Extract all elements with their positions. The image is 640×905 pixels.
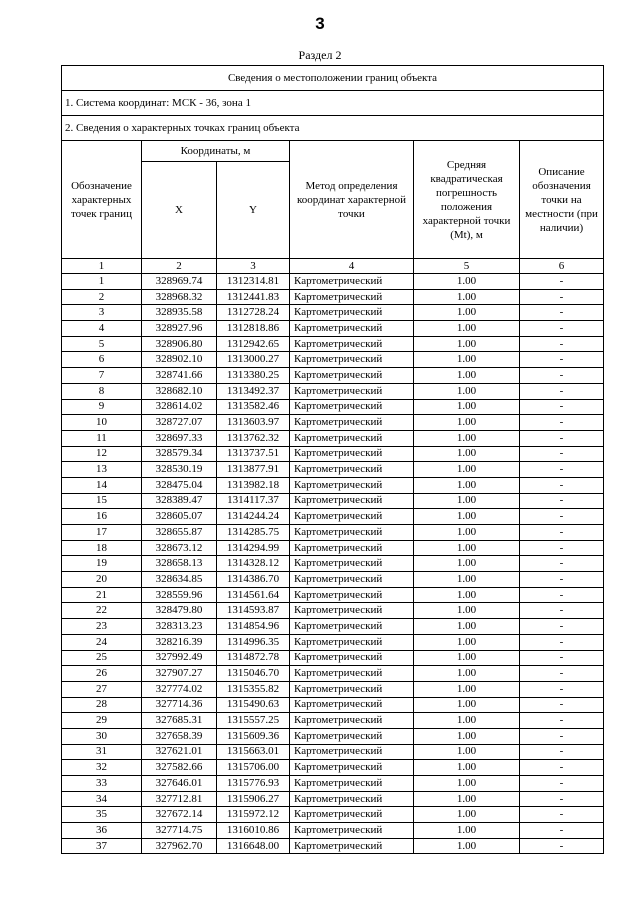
method-cell: Картометрический xyxy=(290,540,414,556)
table-row xyxy=(62,572,604,588)
coordinate-system: 1. Система координат: МСК - 36, зона 1 xyxy=(62,91,604,116)
method-cell: Картометрический xyxy=(290,744,414,760)
table-row xyxy=(62,838,604,854)
accuracy-cell: 1.00 xyxy=(414,776,520,792)
y-coordinate-cell: 1312942.65 xyxy=(217,336,290,352)
column-number: 1 xyxy=(62,259,142,274)
boundaries-table xyxy=(61,65,604,854)
description-cell: - xyxy=(520,776,604,792)
table-row xyxy=(62,603,604,619)
x-coordinate-cell: 328530.19 xyxy=(142,462,217,478)
column-number: 4 xyxy=(290,259,414,274)
point-number-cell: 36 xyxy=(62,823,142,839)
table-row xyxy=(62,305,604,321)
point-number-cell: 26 xyxy=(62,666,142,682)
table-row xyxy=(62,713,604,729)
method-cell: Картометрический xyxy=(290,477,414,493)
point-number-cell: 8 xyxy=(62,383,142,399)
point-number-cell: 6 xyxy=(62,352,142,368)
y-coordinate-cell: 1314244.24 xyxy=(217,509,290,525)
description-cell: - xyxy=(520,525,604,541)
accuracy-cell: 1.00 xyxy=(414,744,520,760)
x-coordinate-cell: 328479.80 xyxy=(142,603,217,619)
method-cell: Картометрический xyxy=(290,525,414,541)
method-cell: Картометрический xyxy=(290,556,414,572)
x-coordinate-cell: 328216.39 xyxy=(142,634,217,650)
point-number-cell: 16 xyxy=(62,509,142,525)
y-coordinate-cell: 1315776.93 xyxy=(217,776,290,792)
section-label: Раздел 2 xyxy=(298,48,342,62)
method-cell: Картометрический xyxy=(290,446,414,462)
point-number-cell: 31 xyxy=(62,744,142,760)
point-number-cell: 17 xyxy=(62,525,142,541)
y-coordinate-cell: 1314854.96 xyxy=(217,619,290,635)
x-coordinate-cell: 327714.36 xyxy=(142,697,217,713)
x-coordinate-cell: 328475.04 xyxy=(142,477,217,493)
x-coordinate-cell: 328605.07 xyxy=(142,509,217,525)
point-number-cell: 22 xyxy=(62,603,142,619)
table-row xyxy=(62,744,604,760)
accuracy-cell: 1.00 xyxy=(414,415,520,431)
point-number-cell: 2 xyxy=(62,289,142,305)
method-cell: Картометрический xyxy=(290,430,414,446)
y-coordinate-cell: 1312314.81 xyxy=(217,274,290,290)
table-row xyxy=(62,446,604,462)
description-cell: - xyxy=(520,305,604,321)
y-coordinate-cell: 1315609.36 xyxy=(217,728,290,744)
table-row xyxy=(62,587,604,603)
point-number-cell: 30 xyxy=(62,728,142,744)
y-coordinate-cell: 1315906.27 xyxy=(217,791,290,807)
description-cell: - xyxy=(520,399,604,415)
description-cell: - xyxy=(520,446,604,462)
accuracy-cell: 1.00 xyxy=(414,838,520,854)
description-cell: - xyxy=(520,823,604,839)
table-row xyxy=(62,430,604,446)
table-row xyxy=(62,415,604,431)
accuracy-cell: 1.00 xyxy=(414,493,520,509)
y-coordinate-cell: 1314593.87 xyxy=(217,603,290,619)
method-cell: Картометрический xyxy=(290,572,414,588)
description-cell: - xyxy=(520,666,604,682)
method-cell: Картометрический xyxy=(290,603,414,619)
description-cell: - xyxy=(520,336,604,352)
point-number-cell: 34 xyxy=(62,791,142,807)
x-coordinate-cell: 328927.96 xyxy=(142,321,217,337)
point-number-cell: 9 xyxy=(62,399,142,415)
description-cell: - xyxy=(520,556,604,572)
point-number-cell: 20 xyxy=(62,572,142,588)
y-coordinate-cell: 1314872.78 xyxy=(217,650,290,666)
accuracy-cell: 1.00 xyxy=(414,666,520,682)
x-coordinate-cell: 328655.87 xyxy=(142,525,217,541)
x-coordinate-cell: 328614.02 xyxy=(142,399,217,415)
table-row xyxy=(62,760,604,776)
x-coordinate-cell: 328697.33 xyxy=(142,430,217,446)
description-cell: - xyxy=(520,274,604,290)
table-row xyxy=(62,509,604,525)
description-cell: - xyxy=(520,728,604,744)
y-coordinate-cell: 1315972.12 xyxy=(217,807,290,823)
accuracy-cell: 1.00 xyxy=(414,289,520,305)
x-coordinate-cell: 327992.49 xyxy=(142,650,217,666)
table-row xyxy=(62,681,604,697)
method-cell: Картометрический xyxy=(290,274,414,290)
table-row xyxy=(62,728,604,744)
header-method: Метод определения координат характерной точки xyxy=(290,141,414,259)
method-cell: Картометрический xyxy=(290,415,414,431)
accuracy-cell: 1.00 xyxy=(414,462,520,478)
table-row xyxy=(62,666,604,682)
accuracy-cell: 1.00 xyxy=(414,274,520,290)
x-coordinate-cell: 327962.70 xyxy=(142,838,217,854)
point-number-cell: 29 xyxy=(62,713,142,729)
y-coordinate-cell: 1315663.01 xyxy=(217,744,290,760)
table-row xyxy=(62,776,604,792)
header-x: X xyxy=(142,162,217,259)
x-coordinate-cell: 327714.75 xyxy=(142,823,217,839)
x-coordinate-cell: 328658.13 xyxy=(142,556,217,572)
point-number-cell: 12 xyxy=(62,446,142,462)
point-number-cell: 15 xyxy=(62,493,142,509)
x-coordinate-cell: 327672.14 xyxy=(142,807,217,823)
table-row xyxy=(62,619,604,635)
x-coordinate-cell: 328313.23 xyxy=(142,619,217,635)
point-number-cell: 14 xyxy=(62,477,142,493)
accuracy-cell: 1.00 xyxy=(414,368,520,384)
x-coordinate-cell: 328741.66 xyxy=(142,368,217,384)
accuracy-cell: 1.00 xyxy=(414,525,520,541)
description-cell: - xyxy=(520,681,604,697)
x-coordinate-cell: 328579.34 xyxy=(142,446,217,462)
x-coordinate-cell: 328727.07 xyxy=(142,415,217,431)
table-row xyxy=(62,368,604,384)
point-number-cell: 13 xyxy=(62,462,142,478)
x-coordinate-cell: 328906.80 xyxy=(142,336,217,352)
point-number-cell: 33 xyxy=(62,776,142,792)
table-row xyxy=(62,274,604,290)
x-coordinate-cell: 327685.31 xyxy=(142,713,217,729)
x-coordinate-cell: 328935.58 xyxy=(142,305,217,321)
table-row xyxy=(62,462,604,478)
y-coordinate-cell: 1315557.25 xyxy=(217,713,290,729)
accuracy-cell: 1.00 xyxy=(414,603,520,619)
method-cell: Картометрический xyxy=(290,587,414,603)
y-coordinate-cell: 1314328.12 xyxy=(217,556,290,572)
method-cell: Картометрический xyxy=(290,352,414,368)
x-coordinate-cell: 327907.27 xyxy=(142,666,217,682)
accuracy-cell: 1.00 xyxy=(414,446,520,462)
point-number-cell: 25 xyxy=(62,650,142,666)
accuracy-cell: 1.00 xyxy=(414,509,520,525)
accuracy-cell: 1.00 xyxy=(414,321,520,337)
y-coordinate-cell: 1314285.75 xyxy=(217,525,290,541)
x-coordinate-cell: 328673.12 xyxy=(142,540,217,556)
accuracy-cell: 1.00 xyxy=(414,399,520,415)
point-number-cell: 21 xyxy=(62,587,142,603)
point-number-cell: 27 xyxy=(62,681,142,697)
table-row xyxy=(62,540,604,556)
accuracy-cell: 1.00 xyxy=(414,823,520,839)
y-coordinate-cell: 1313603.97 xyxy=(217,415,290,431)
column-numbers-row xyxy=(62,259,604,274)
accuracy-cell: 1.00 xyxy=(414,587,520,603)
y-coordinate-cell: 1315706.00 xyxy=(217,760,290,776)
description-cell: - xyxy=(520,540,604,556)
table-row xyxy=(62,399,604,415)
table-row xyxy=(62,477,604,493)
method-cell: Картометрический xyxy=(290,321,414,337)
accuracy-cell: 1.00 xyxy=(414,430,520,446)
header-description: Описание обозначения точки на местности (при наличии) xyxy=(520,141,604,259)
method-cell: Картометрический xyxy=(290,368,414,384)
method-cell: Картометрический xyxy=(290,383,414,399)
points-title: 2. Сведения о характерных точках границ объекта xyxy=(62,116,604,141)
method-cell: Картометрический xyxy=(290,619,414,635)
description-cell: - xyxy=(520,603,604,619)
y-coordinate-cell: 1313380.25 xyxy=(217,368,290,384)
y-coordinate-cell: 1312818.86 xyxy=(217,321,290,337)
column-number: 2 xyxy=(142,259,217,274)
y-coordinate-cell: 1314561.64 xyxy=(217,587,290,603)
y-coordinate-cell: 1315490.63 xyxy=(217,697,290,713)
method-cell: Картометрический xyxy=(290,823,414,839)
method-cell: Картометрический xyxy=(290,776,414,792)
x-coordinate-cell: 328969.74 xyxy=(142,274,217,290)
y-coordinate-cell: 1313000.27 xyxy=(217,352,290,368)
description-cell: - xyxy=(520,352,604,368)
description-cell: - xyxy=(520,509,604,525)
accuracy-cell: 1.00 xyxy=(414,634,520,650)
table-title: Сведения о местоположении границ объекта xyxy=(62,66,604,91)
description-cell: - xyxy=(520,650,604,666)
y-coordinate-cell: 1314294.99 xyxy=(217,540,290,556)
method-cell: Картометрический xyxy=(290,666,414,682)
description-cell: - xyxy=(520,619,604,635)
column-number: 3 xyxy=(217,259,290,274)
point-number-cell: 1 xyxy=(62,274,142,290)
method-cell: Картометрический xyxy=(290,760,414,776)
x-coordinate-cell: 327774.02 xyxy=(142,681,217,697)
accuracy-cell: 1.00 xyxy=(414,650,520,666)
y-coordinate-cell: 1313877.91 xyxy=(217,462,290,478)
header-accuracy: Средняя квадратическая погрешность положения характерной точки (Mt), м xyxy=(414,141,520,259)
accuracy-cell: 1.00 xyxy=(414,807,520,823)
point-number-cell: 4 xyxy=(62,321,142,337)
point-number-cell: 11 xyxy=(62,430,142,446)
table-row xyxy=(62,352,604,368)
x-coordinate-cell: 328559.96 xyxy=(142,587,217,603)
description-cell: - xyxy=(520,838,604,854)
method-cell: Картометрический xyxy=(290,681,414,697)
description-cell: - xyxy=(520,634,604,650)
y-coordinate-cell: 1314996.35 xyxy=(217,634,290,650)
table-row xyxy=(62,556,604,572)
table-row xyxy=(62,525,604,541)
description-cell: - xyxy=(520,493,604,509)
accuracy-cell: 1.00 xyxy=(414,383,520,399)
table-row xyxy=(62,383,604,399)
description-cell: - xyxy=(520,697,604,713)
x-coordinate-cell: 327582.66 xyxy=(142,760,217,776)
accuracy-cell: 1.00 xyxy=(414,477,520,493)
method-cell: Картометрический xyxy=(290,399,414,415)
table-row xyxy=(62,289,604,305)
accuracy-cell: 1.00 xyxy=(414,791,520,807)
description-cell: - xyxy=(520,760,604,776)
point-number-cell: 7 xyxy=(62,368,142,384)
column-number: 6 xyxy=(520,259,604,274)
description-cell: - xyxy=(520,744,604,760)
description-cell: - xyxy=(520,289,604,305)
x-coordinate-cell: 327712.81 xyxy=(142,791,217,807)
x-coordinate-cell: 328968.32 xyxy=(142,289,217,305)
y-coordinate-cell: 1313982.18 xyxy=(217,477,290,493)
point-number-cell: 37 xyxy=(62,838,142,854)
method-cell: Картометрический xyxy=(290,713,414,729)
y-coordinate-cell: 1313582.46 xyxy=(217,399,290,415)
header-y: Y xyxy=(217,162,290,259)
description-cell: - xyxy=(520,430,604,446)
point-number-cell: 5 xyxy=(62,336,142,352)
method-cell: Картометрический xyxy=(290,838,414,854)
description-cell: - xyxy=(520,587,604,603)
method-cell: Картометрический xyxy=(290,650,414,666)
point-number-cell: 18 xyxy=(62,540,142,556)
accuracy-cell: 1.00 xyxy=(414,352,520,368)
accuracy-cell: 1.00 xyxy=(414,713,520,729)
y-coordinate-cell: 1316010.86 xyxy=(217,823,290,839)
x-coordinate-cell: 328902.10 xyxy=(142,352,217,368)
table-row xyxy=(62,493,604,509)
point-number-cell: 28 xyxy=(62,697,142,713)
point-number-cell: 10 xyxy=(62,415,142,431)
table-row xyxy=(62,697,604,713)
x-coordinate-cell: 328682.10 xyxy=(142,383,217,399)
description-cell: - xyxy=(520,572,604,588)
point-number-cell: 24 xyxy=(62,634,142,650)
table-row xyxy=(62,634,604,650)
method-cell: Картометрический xyxy=(290,462,414,478)
description-cell: - xyxy=(520,477,604,493)
y-coordinate-cell: 1314386.70 xyxy=(217,572,290,588)
accuracy-cell: 1.00 xyxy=(414,572,520,588)
y-coordinate-cell: 1313737.51 xyxy=(217,446,290,462)
header-point-designation: Обозначение характерных точек границ xyxy=(62,141,142,259)
point-number-cell: 32 xyxy=(62,760,142,776)
header-coordinates: Координаты, м xyxy=(142,141,290,162)
table-row xyxy=(62,791,604,807)
description-cell: - xyxy=(520,807,604,823)
column-number: 5 xyxy=(414,259,520,274)
method-cell: Картометрический xyxy=(290,289,414,305)
accuracy-cell: 1.00 xyxy=(414,556,520,572)
table-row xyxy=(62,650,604,666)
point-number-cell: 23 xyxy=(62,619,142,635)
accuracy-cell: 1.00 xyxy=(414,728,520,744)
description-cell: - xyxy=(520,368,604,384)
method-cell: Картометрический xyxy=(290,728,414,744)
method-cell: Картометрический xyxy=(290,509,414,525)
method-cell: Картометрический xyxy=(290,305,414,321)
table-row xyxy=(62,336,604,352)
x-coordinate-cell: 327658.39 xyxy=(142,728,217,744)
x-coordinate-cell: 327646.01 xyxy=(142,776,217,792)
y-coordinate-cell: 1315355.82 xyxy=(217,681,290,697)
description-cell: - xyxy=(520,713,604,729)
accuracy-cell: 1.00 xyxy=(414,681,520,697)
method-cell: Картометрический xyxy=(290,336,414,352)
x-coordinate-cell: 328389.47 xyxy=(142,493,217,509)
accuracy-cell: 1.00 xyxy=(414,540,520,556)
method-cell: Картометрический xyxy=(290,791,414,807)
description-cell: - xyxy=(520,462,604,478)
table-row xyxy=(62,321,604,337)
accuracy-cell: 1.00 xyxy=(414,336,520,352)
y-coordinate-cell: 1313492.37 xyxy=(217,383,290,399)
table-row xyxy=(62,823,604,839)
table-row xyxy=(62,807,604,823)
point-number-cell: 3 xyxy=(62,305,142,321)
description-cell: - xyxy=(520,321,604,337)
method-cell: Картометрический xyxy=(290,697,414,713)
y-coordinate-cell: 1316648.00 xyxy=(217,838,290,854)
y-coordinate-cell: 1313762.32 xyxy=(217,430,290,446)
accuracy-cell: 1.00 xyxy=(414,305,520,321)
table-body xyxy=(62,274,604,854)
description-cell: - xyxy=(520,383,604,399)
description-cell: - xyxy=(520,791,604,807)
page-number: 3 xyxy=(315,14,325,33)
accuracy-cell: 1.00 xyxy=(414,697,520,713)
x-coordinate-cell: 327621.01 xyxy=(142,744,217,760)
accuracy-cell: 1.00 xyxy=(414,760,520,776)
accuracy-cell: 1.00 xyxy=(414,619,520,635)
x-coordinate-cell: 328634.85 xyxy=(142,572,217,588)
description-cell: - xyxy=(520,415,604,431)
point-number-cell: 35 xyxy=(62,807,142,823)
method-cell: Картометрический xyxy=(290,807,414,823)
y-coordinate-cell: 1315046.70 xyxy=(217,666,290,682)
method-cell: Картометрический xyxy=(290,493,414,509)
y-coordinate-cell: 1312441.83 xyxy=(217,289,290,305)
method-cell: Картометрический xyxy=(290,634,414,650)
point-number-cell: 19 xyxy=(62,556,142,572)
y-coordinate-cell: 1312728.24 xyxy=(217,305,290,321)
y-coordinate-cell: 1314117.37 xyxy=(217,493,290,509)
